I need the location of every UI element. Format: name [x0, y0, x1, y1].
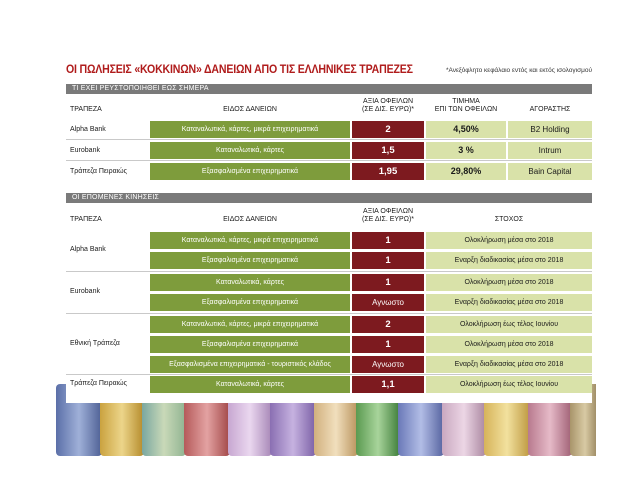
- table-row-value: Αγνωστο: [352, 356, 424, 373]
- table-row-type: Εξασφαλισμένα επιχειρηματικά: [150, 252, 350, 269]
- group-bank-label: Eurobank: [66, 272, 148, 312]
- table-row-buyer: Bain Capital: [508, 163, 592, 180]
- col-header-value: [352, 98, 424, 114]
- table-row-value: 2: [352, 316, 424, 333]
- table-row-price: 29,80%: [426, 163, 506, 180]
- table-row-price: 3 %: [426, 142, 506, 159]
- table-row-value: 1,95: [352, 163, 424, 180]
- table-row-goal: Ολοκλήρωση μέσα στο 2018: [426, 274, 592, 291]
- table-row-type: Καταναλωτικά, κάρτες: [150, 274, 350, 291]
- col-header-buyer: ΑΓΟΡΑΣΤΗΣ: [529, 106, 571, 113]
- table-row-goal: Εναρξη διαδικασίας μέσα στο 2018: [426, 252, 592, 269]
- table-row-value: 1: [352, 232, 424, 249]
- row-divider: [66, 374, 592, 375]
- table-row-goal: Ολοκλήρωση μέσα στο 2018: [426, 336, 592, 353]
- table-row-type: Εξασφαλισμένα επιχειρηματικά: [150, 336, 350, 353]
- group-bank-label: Alpha Bank: [66, 230, 148, 270]
- table-row-buyer: B2 Holding: [508, 121, 592, 138]
- table-row-goal: Ολοκλήρωση έως τέλος Ιουνίου: [426, 316, 592, 333]
- col-header-price-line1: ΤΙΜΗΜΑ: [452, 98, 480, 105]
- table-row-value: 1: [352, 252, 424, 269]
- table-row-goal: Εναρξη διαδικασίας μέσα στο 2018: [426, 294, 592, 311]
- table-row-price: 4,50%: [426, 121, 506, 138]
- table-row-value: 1: [352, 274, 424, 291]
- table-row-type: Εξασφαλισμένα επιχειρηματικά: [150, 163, 350, 180]
- table-row-bank: Eurobank: [66, 142, 148, 159]
- col-header-bank: ΤΡΑΠΕΖΑ: [70, 106, 102, 113]
- infographic-title: ΟΙ ΠΩΛΗΣΕΙΣ «ΚΟΚΚΙΝΩΝ» ΔΑΝΕΙΩΝ ΑΠΟ ΤΙΣ ΕΛΛΗΝΙΚΕΣ ΤΡΑΠΕΖΕΣ: [66, 64, 413, 76]
- row-divider: [66, 313, 592, 314]
- col-header-goal: ΣΤΟΧΟΣ: [494, 216, 524, 223]
- row-divider: [66, 160, 592, 161]
- row-divider: [66, 139, 592, 140]
- table-row-goal: Εναρξη διαδικασίας μέσα στο 2018: [426, 356, 592, 373]
- col-header-value-line2: (ΣΕ ΔΙΣ. ΕΥΡΩ)*: [361, 106, 415, 113]
- table-row-goal: Ολοκλήρωση μέσα στο 2018: [426, 232, 592, 249]
- table-row-type: Καταναλωτικά, κάρτες, μικρά επιχειρηματικά: [150, 121, 350, 138]
- col-header-price: [426, 98, 506, 114]
- col-header-type: ΕΙΔΟΣ ΔΑΝΕΙΩΝ: [223, 106, 277, 113]
- col-header-value-line2: (ΣΕ ΔΙΣ. ΕΥΡΩ)*: [361, 216, 415, 223]
- table-row-type: Καταναλωτικά, κάρτες: [150, 142, 350, 159]
- section-heading-next: ΟΙ ΕΠΟΜΕΝΕΣ ΚΙΝΗΣΕΙΣ: [66, 193, 592, 203]
- table-row-goal: Ολοκλήρωση έως τέλος Ιουνίου: [426, 376, 592, 393]
- table-row-type: Εξασφαλισμένα επιχειρηματικά - τουριστικός κλάδος: [150, 356, 350, 373]
- table-row-value: 2: [352, 121, 424, 138]
- table-row-buyer: Intrum: [508, 142, 592, 159]
- table-row-value: Αγνωστο: [352, 294, 424, 311]
- table-row-bank: Τράπεζα Πειραιώς: [66, 163, 148, 180]
- table-row-type: Καταναλωτικά, κάρτες, μικρά επιχειρηματικά: [150, 316, 350, 333]
- table-row-type: Καταναλωτικά, κάρτες, μικρά επιχειρηματικά: [150, 232, 350, 249]
- table-row-type: Εξασφαλισμένα επιχειρηματικά: [150, 294, 350, 311]
- col-header-bank: ΤΡΑΠΕΖΑ: [70, 216, 102, 223]
- table-row-value: 1,1: [352, 376, 424, 393]
- group-bank-label: Εθνική Τράπεζα: [66, 314, 148, 374]
- col-header-type: ΕΙΔΟΣ ΔΑΝΕΙΩΝ: [223, 216, 277, 223]
- footnote: *Ανεξόφλητο κεφάλαιο εντός και εκτός ισολογισμού: [445, 67, 592, 74]
- title-row: [66, 64, 592, 80]
- col-header-value: [352, 208, 424, 224]
- table-row-bank: Alpha Bank: [66, 121, 148, 138]
- col-header-price-line2: ΕΠΙ ΤΩΝ ΟΦΕΙΛΩΝ: [434, 106, 498, 113]
- col-header-value-line1: ΑΞΙΑ ΟΦΕΙΛΩΝ: [363, 208, 413, 215]
- group-bank-label: Τράπεζα Πειραιώς: [66, 375, 148, 392]
- section-heading-completed: ΤΙ ΕΧΕΙ ΡΕΥΣΤΟΠΟΙΗΘΕΙ ΕΩΣ ΣΗΜΕΡΑ: [66, 84, 592, 94]
- table-row-value: 1: [352, 336, 424, 353]
- table-row-value: 1,5: [352, 142, 424, 159]
- row-divider: [66, 271, 592, 272]
- col-header-value-line1: ΑΞΙΑ ΟΦΕΙΛΩΝ: [363, 98, 413, 105]
- table-row-type: Καταναλωτικά, κάρτες: [150, 376, 350, 393]
